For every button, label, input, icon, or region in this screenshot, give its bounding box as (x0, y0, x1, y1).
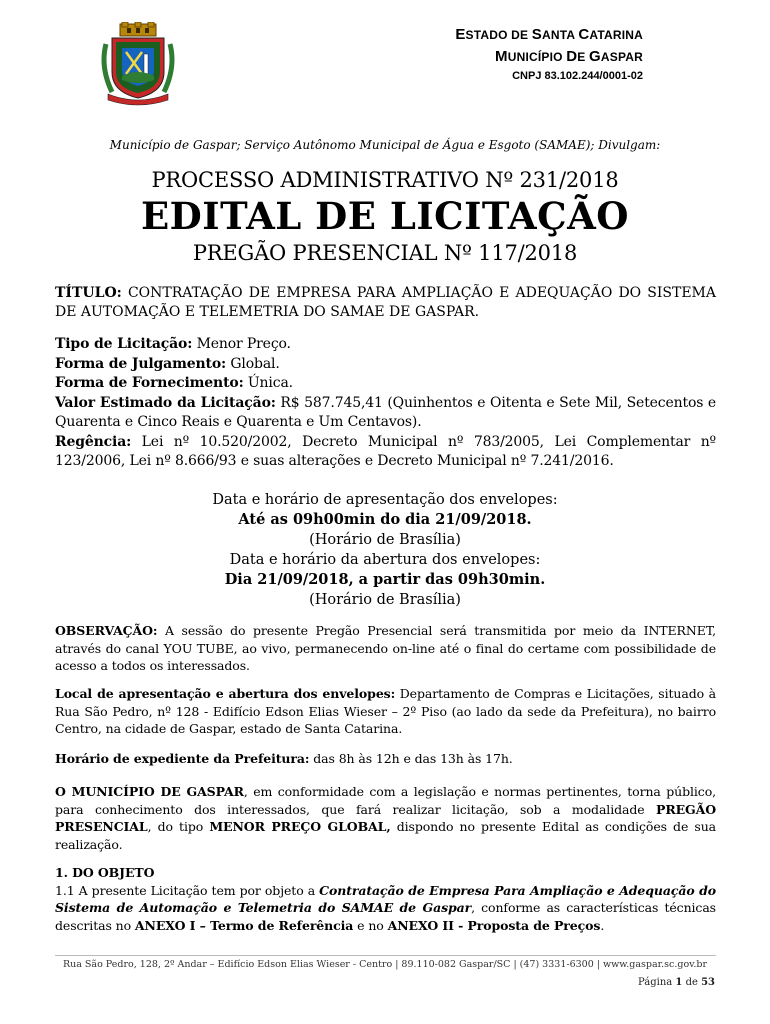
julgamento-value: Global. (226, 355, 280, 372)
municipio-text: , do tipo (147, 819, 210, 834)
valor-value: R$ 587.745,41 (Quinhentos e Oitenta e Sete Mil, Setecentos e Quarenta e Cinco Reais e Quarenta e Um Centavos). (55, 394, 716, 430)
page-mid: de (682, 977, 702, 988)
objeto-text: e no (353, 917, 388, 933)
page-number (638, 977, 715, 988)
valor-line (55, 394, 716, 433)
footer-address: Rua São Pedro, 128, 2º Andar – Edifício Edson Elias Wieser - Centro | 89.110-082 Gaspar/SC | (47) 3331-6300 | www.gaspar.sc.gov.br (62, 959, 708, 970)
intro-line: Município de Gaspar; Serviço Autônomo Municipal de Água e Esgoto (SAMAE); Divulgam: (109, 138, 661, 152)
state-text: STADO DE (465, 28, 532, 42)
state-name (455, 24, 643, 46)
fornecimento-value: Única. (243, 375, 293, 391)
titulo-label: TÍTULO: (55, 285, 122, 301)
bid-info-section (55, 335, 716, 472)
abertura-label: Data e horário da abertura dos envelopes: (229, 552, 541, 568)
apresentacao-label: Data e horário de apresentação dos envelopes: (212, 492, 558, 508)
modalidade-text: PREGÃO PRESENCIAL (55, 801, 716, 834)
municipality-name (455, 46, 643, 68)
titulo-section (55, 284, 716, 322)
state-text: E (455, 26, 466, 43)
municipality-text: D (566, 48, 578, 65)
state-text: ATARINA (589, 28, 643, 42)
horario-text: das 8h às 12h e das 13h às 17h. (309, 751, 513, 766)
pregao-number-title: PREGÃO PRESENCIAL Nº 117/2018 (192, 241, 578, 265)
horario-label: Horário de expediente da Prefeitura: (55, 751, 310, 766)
page-prefix: Página (638, 977, 676, 988)
valor-label: Valor Estimado da Licitação: (55, 394, 276, 411)
tipo-line (55, 335, 716, 355)
municipality-text: E (577, 50, 589, 64)
fornecimento-label: Forma de Fornecimento: (55, 375, 244, 391)
apresentacao-timezone: (Horário de Brasília) (309, 532, 461, 548)
local-text: Departamento de Compras e Licitações, situado à Rua São Pedro, nº 128 - Edifício Edson Elias Wieser – 2º Piso (ao lado da sede da Prefeitura), no bairro Centro, na cidade de Gaspar, estado de Santa Catarina. (55, 686, 716, 736)
julgamento-label: Forma de Julgamento: (55, 355, 227, 372)
state-text: ANTA (542, 28, 579, 42)
horario-paragraph (55, 750, 716, 768)
process-number-title: PROCESSO ADMINISTRATIVO Nº 231/2018 (151, 168, 619, 192)
apresentacao-value: Até as 09h00min do dia 21/09/2018. (238, 511, 532, 528)
municipio-text: dispondo no presente Edital as condições de sua realização. (55, 819, 716, 852)
state-text: S (531, 26, 542, 43)
cnpj: CNPJ 83.102.244/0001-02 (512, 70, 643, 82)
objeto-text: 1.1 A presente Licitação tem por objeto a (55, 882, 320, 898)
anexo-ii-ref: ANEXO II - Proposta de Preços (387, 917, 601, 933)
edital-main-title: EDITAL DE LICITAÇÃO (140, 194, 630, 238)
dates-section (0, 490, 770, 610)
coat-of-arms-logo (98, 22, 178, 106)
objeto-emphasis: Contratação de Empresa Para Ampliação e Adequação do Sistema de Automação e Telemetria do SAMAE de Gaspar (55, 882, 716, 915)
tipo-label: Tipo de Licitação: (55, 336, 193, 352)
municipio-paragraph (55, 783, 716, 853)
fornecimento-line (55, 374, 716, 394)
municipality-text: ASPAR (600, 50, 643, 64)
state-text: C (578, 26, 590, 43)
observacao-text: A sessão do presente Pregão Presencial será transmitida por meio da INTERNET, através do canal YOU TUBE, ao vivo, permanecendo on-line até o final do certame com possibilidade de acesso a todos os interessados. (55, 623, 716, 673)
municipality-text: G (589, 48, 601, 65)
page-current: 1 (675, 977, 683, 988)
municipio-label: O MUNICÍPIO DE GASPAR (55, 784, 244, 799)
local-label: Local de apresentação e abertura dos envelopes: (55, 686, 396, 701)
observacao-label: OBSERVAÇÃO: (55, 623, 158, 638)
abertura-timezone: (Horário de Brasília) (309, 592, 461, 608)
tipo-licitacao-text: MENOR PREÇO GLOBAL, (209, 819, 391, 834)
objeto-text: . (600, 917, 605, 933)
objeto-heading: 1. DO OBJETO (55, 865, 155, 880)
objeto-paragraph (55, 882, 716, 935)
observacao-paragraph (55, 622, 716, 675)
regencia-line (55, 433, 716, 472)
titulo-text: CONTRATAÇÃO DE EMPRESA PARA AMPLIAÇÃO E ADEQUAÇÃO DO SISTEMA DE AUTOMAÇÃO E TELEMETRIA DO SAMAE DE GASPAR. (55, 285, 716, 320)
municipality-text: M (495, 48, 508, 65)
abertura-value: Dia 21/09/2018, a partir das 09h30min. (224, 571, 546, 588)
regencia-value: Lei nº 10.520/2002, Decreto Municipal nº 783/2005, Lei Complementar nº 123/2006, Lei nº 8.666/93 e suas alterações e Decreto Municipal nº 7.241/2016. (55, 433, 716, 469)
document-header (455, 24, 643, 84)
julgamento-line (55, 355, 716, 375)
anexo-i-ref: ANEXO I – Termo de Referência (134, 917, 354, 933)
regencia-label: Regência: (55, 433, 132, 450)
objeto-text: , conforme as características técnicas descritas no (55, 900, 716, 933)
footer-divider (55, 955, 716, 956)
tipo-value: Menor Preço. (192, 336, 291, 352)
local-paragraph (55, 685, 716, 738)
municipio-text: , em conformidade com a legislação e normas pertinentes, torna público, para conhecimento dos interessados, que fará realizar licitação, sob a modalidade (55, 784, 716, 817)
objeto-section (55, 864, 716, 934)
page-total: 53 (701, 977, 715, 988)
municipality-text: UNICÍPIO (507, 50, 567, 64)
